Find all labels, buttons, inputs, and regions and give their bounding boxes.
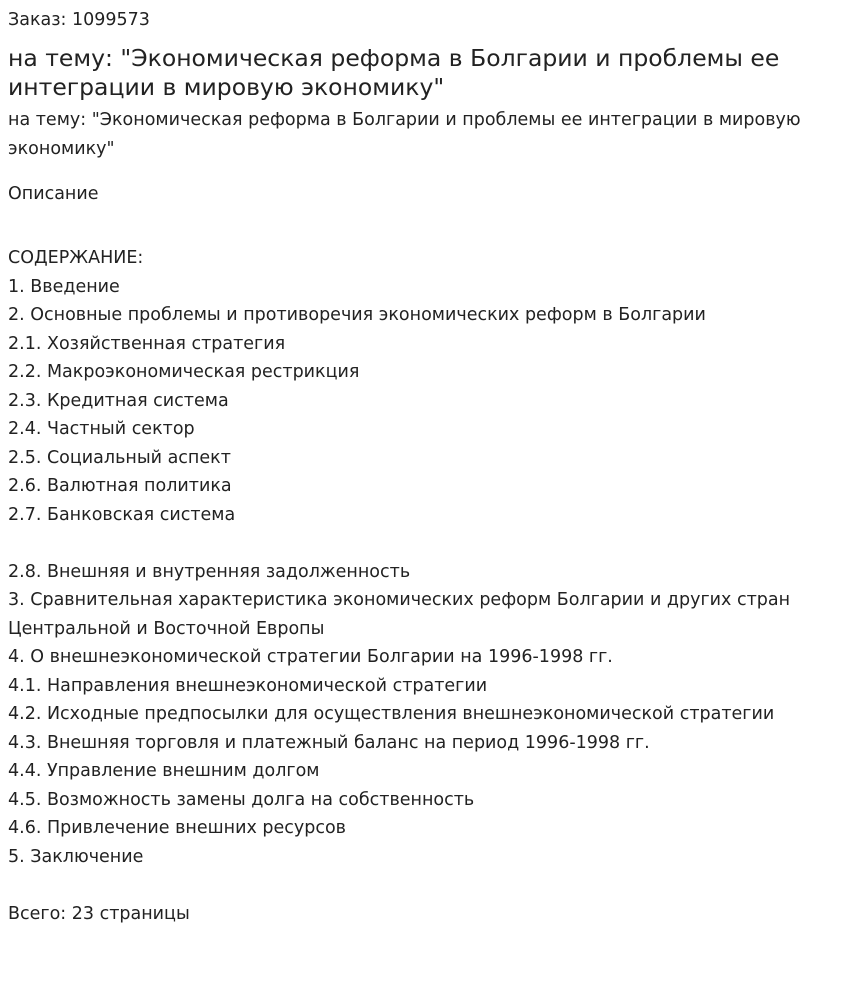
contents-item: 2.4. Частный сектор [8, 419, 195, 439]
contents-item: 2.6. Валютная политика [8, 476, 232, 496]
contents-item: 2.8. Внешняя и внутренняя задолженность [8, 561, 411, 582]
contents-item: 1. Введение [8, 276, 120, 297]
contents-item: 4.2. Исходные предпосылки для осуществления внешнеэкономической стратегии [8, 704, 775, 724]
order-number: Заказ: 1099573 [8, 10, 150, 30]
contents-item: 4.1. Направления внешнеэкономической стратегии [8, 675, 488, 696]
contents-item: 4.3. Внешняя торговля и платежный баланс на период 1996-1998 гг. [8, 732, 650, 753]
table-of-contents [8, 244, 839, 871]
contents-item: 4.5. Возможность замены долга на собственность [8, 789, 475, 810]
page-subtitle: на тему: "Экономическая реформа в Болгарии и проблемы ее интеграции в мировую экономику" [8, 110, 801, 159]
page-title: на тему: "Экономическая реформа в Болгарии и проблемы ее интеграции в мировую экономику" [8, 44, 780, 101]
total-pages: Всего: 23 страницы [8, 903, 190, 924]
contents-item: 4.6. Привлечение внешних ресурсов [8, 818, 346, 838]
contents-item: 2.7. Банковская система [8, 504, 236, 525]
contents-item: 4.4. Управление внешним долгом [8, 761, 320, 781]
contents-heading: СОДЕРЖАНИЕ: [8, 248, 144, 268]
contents-item: 5. Заключение [8, 846, 144, 867]
description-heading: Описание [8, 184, 99, 204]
contents-item: 2.5. Социальный аспект [8, 447, 231, 468]
contents-item: 4. О внешнеэкономической стратегии Болгарии на 1996-1998 гг. [8, 647, 613, 667]
contents-item: 2.1. Хозяйственная стратегия [8, 333, 286, 354]
contents-blank-line [8, 529, 839, 558]
contents-item: 2.3. Кредитная система [8, 390, 229, 411]
contents-item: 3. Сравнительная характеристика экономических реформ Болгарии и других стран Центральной и Восточной Европы [8, 590, 791, 639]
contents-item: 2. Основные проблемы и противоречия экономических реформ в Болгарии [8, 305, 706, 325]
contents-item: 2.2. Макроэкономическая рестрикция [8, 362, 360, 382]
